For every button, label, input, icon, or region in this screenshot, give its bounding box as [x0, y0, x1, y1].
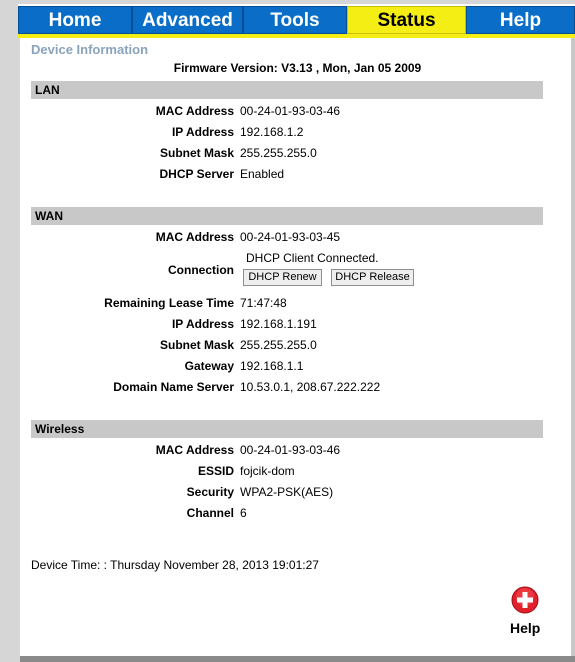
wireless-essid-label: ESSID — [197, 464, 234, 478]
lan-mac-label: MAC Address — [155, 104, 234, 118]
lan-ip-label: IP Address — [171, 125, 234, 139]
wan-mac-label: MAC Address — [155, 230, 234, 244]
nav-bar — [18, 4, 575, 36]
lan-dhcp-label: DHCP Server — [159, 167, 234, 181]
wan-subnet-label: Subnet Mask — [159, 338, 234, 352]
wan-subnet-value: 255.255.255.0 — [240, 338, 317, 352]
wireless-security-label: Security — [186, 485, 234, 499]
wireless-essid-value: fojcik-dom — [240, 464, 295, 478]
firmware-version: Firmware Version: V3.13 , Mon, Jan 05 2009 — [173, 61, 422, 75]
wan-connection-value: DHCP Client Connected. — [246, 251, 379, 265]
wan-lease-value: 71:47:48 — [240, 296, 287, 310]
wan-mac-value: 00-24-01-93-03-45 — [240, 230, 341, 244]
bottom-border — [20, 656, 575, 662]
wireless-mac-label: MAC Address — [155, 443, 234, 457]
wan-dns-value: 10.53.0.1, 208.67.222.222 — [240, 380, 381, 394]
section-header-wireless: Wireless — [31, 420, 543, 438]
wan-dns-label: Domain Name Server — [113, 380, 234, 394]
tab-help[interactable]: Help — [466, 6, 575, 34]
device-time: Device Time: : Thursday November 28, 2013 19:01:27 — [31, 558, 319, 572]
wan-lease-label: Remaining Lease Time — [104, 296, 234, 310]
tab-advanced[interactable]: Advanced — [132, 6, 243, 34]
wan-gateway-value: 192.168.1.1 — [240, 359, 304, 373]
right-border — [571, 38, 575, 658]
lan-dhcp-value: Enabled — [240, 167, 285, 181]
wireless-channel-value: 6 — [240, 506, 247, 520]
lan-mac-value: 00-24-01-93-03-46 — [240, 104, 341, 118]
tab-home[interactable]: Home — [18, 6, 132, 34]
lan-subnet-label: Subnet Mask — [159, 146, 234, 160]
page-title: Device Information — [31, 42, 149, 57]
wireless-security-value: WPA2-PSK(AES) — [240, 485, 334, 499]
dhcp-release-button[interactable]: DHCP Release — [331, 269, 414, 286]
tab-tools[interactable]: Tools — [243, 6, 347, 34]
dhcp-renew-button[interactable]: DHCP Renew — [243, 269, 322, 286]
wan-gateway-label: Gateway — [184, 359, 234, 373]
section-header-lan: LAN — [31, 81, 543, 99]
wan-ip-label: IP Address — [171, 317, 234, 331]
help-link[interactable]: Help — [510, 620, 541, 636]
wan-ip-value: 192.168.1.191 — [240, 317, 317, 331]
wan-connection-label: Connection — [168, 263, 234, 277]
wireless-channel-label: Channel — [186, 506, 234, 520]
section-header-wan: WAN — [31, 207, 543, 225]
tab-status[interactable]: Status — [347, 6, 466, 34]
lan-ip-value: 192.168.1.2 — [240, 125, 304, 139]
lan-subnet-value: 255.255.255.0 — [240, 146, 317, 160]
wireless-mac-value: 00-24-01-93-03-46 — [240, 443, 341, 457]
plus-icon[interactable] — [511, 586, 539, 614]
